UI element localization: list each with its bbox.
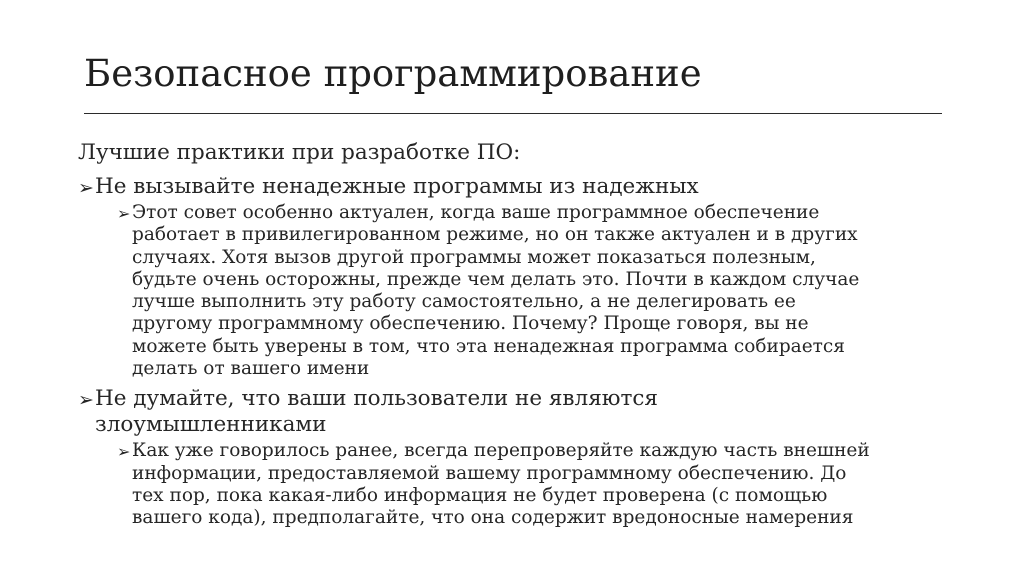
intro-text: Лучшие практики при разработке ПО: — [78, 140, 521, 165]
bullet-point-1 — [78, 174, 958, 200]
sub-bullet-line: можете быть уверены в том, что эта ненадежная программа собирается — [132, 335, 845, 357]
arrow-bullet-icon: ➢ — [78, 389, 94, 412]
sub-bullet-line: работает в привилегированном режиме, но он также актуален и в других — [132, 224, 858, 246]
bullet-point-2 — [78, 386, 958, 438]
sub-bullet-line: будьте очень осторожны, прежде чем делать это. Почти в каждом случае — [132, 268, 860, 290]
sub-bullet-line: вашего кода), предполагайте, что она содержит вредоносные намерения — [132, 507, 854, 529]
title-divider — [84, 113, 942, 114]
bullet-heading-line: Не вызывайте ненадежные программы из надежных — [95, 174, 699, 199]
sub-bullet-line: Этот совет особенно актуален, когда ваше программное обеспечение — [132, 202, 820, 223]
arrow-bullet-icon: ➢ — [78, 177, 94, 199]
arrow-bullet-icon: ➢ — [117, 442, 131, 462]
arrow-bullet-icon: ➢ — [117, 204, 131, 223]
bullet-heading-line: злоумышленниками — [95, 412, 327, 438]
sub-bullet-line: информации, предоставляемой вашему программному обеспечению. До — [132, 462, 847, 484]
sub-bullet-2 — [117, 440, 958, 529]
sub-bullet-line: лучше выполнить эту работу самостоятельно, а не делегировать ее — [132, 291, 796, 313]
sub-bullet-line: случаях. Хотя вызов другой программы может показаться полезным, — [132, 246, 816, 268]
sub-bullet-line: тех пор, пока какая-либо информация не будет проверена (с помощью — [132, 484, 828, 506]
slide-body — [78, 140, 958, 536]
bullet-heading-line: Не думайте, что ваши пользователи не являются — [95, 386, 658, 412]
sub-bullet-line: делать от вашего имени — [132, 358, 370, 380]
slide-title: Безопасное программирование — [84, 52, 702, 95]
sub-bullet-line: другому программному обеспечению. Почему? Проще говоря, вы не — [132, 313, 809, 335]
sub-bullet-line: Как уже говорилось ранее, всегда перепроверяйте каждую часть внешней — [132, 440, 870, 462]
sub-bullet-1 — [117, 202, 958, 380]
